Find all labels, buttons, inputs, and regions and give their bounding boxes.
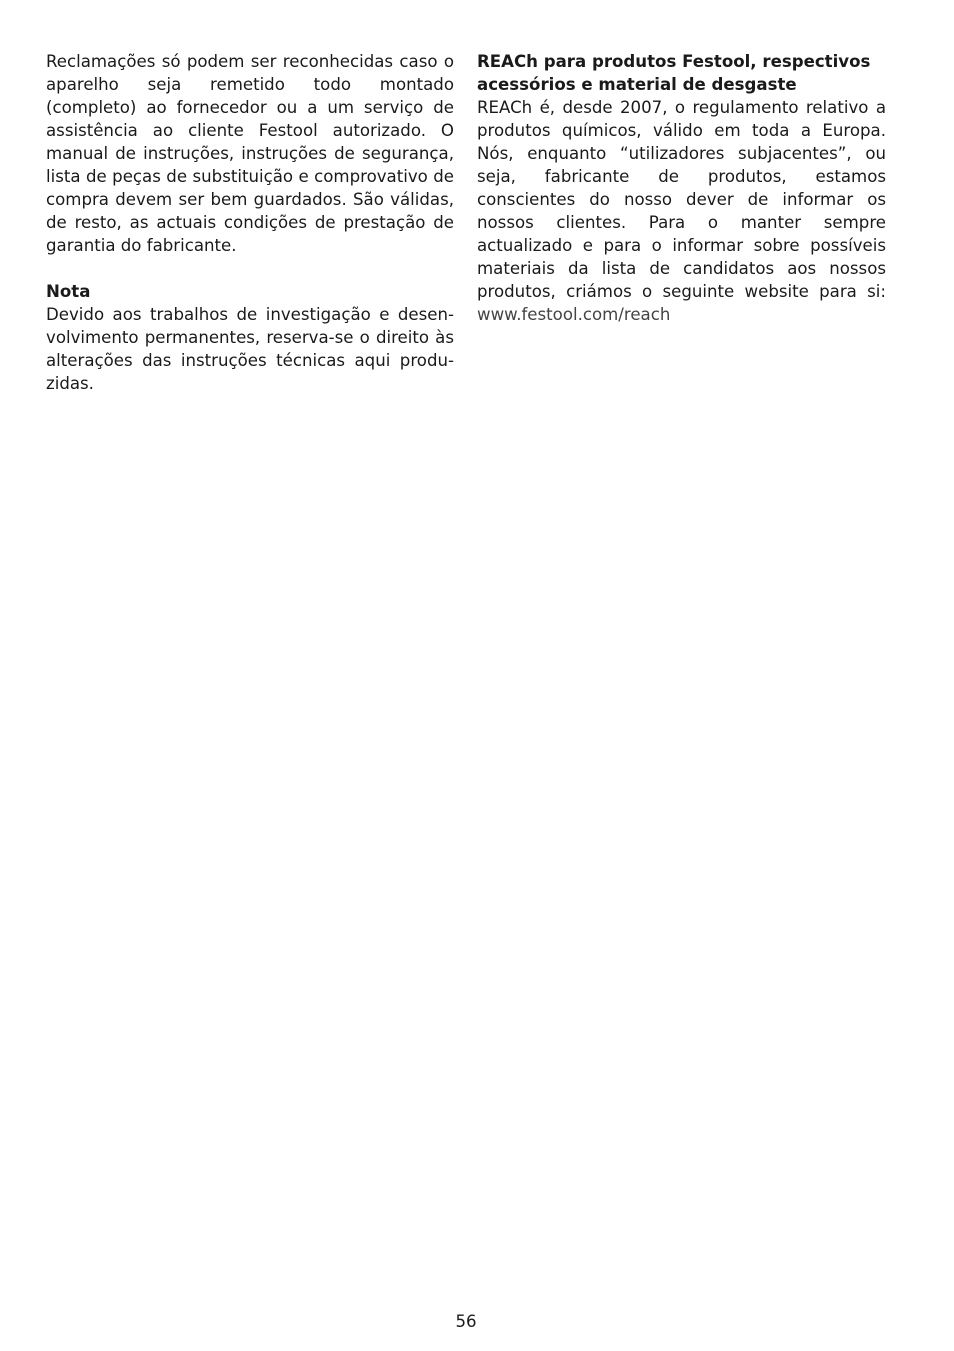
right-column — [477, 50, 886, 326]
page-number: 56 — [455, 1312, 477, 1331]
note-heading: Nota — [46, 282, 91, 301]
note-paragraph: Devido aos trabalhos de investigação e desenvolvimento permanentes, reserva-se o direito às alterações das instruções técnicas aqui produzidas. — [46, 305, 454, 393]
left-column — [46, 50, 454, 395]
reach-heading: REACh para produtos Festool, respectivos acessórios e material de desgaste — [477, 52, 871, 94]
reach-paragraph — [477, 96, 886, 326]
warranty-paragraph: Reclamações só podem ser reconhecidas caso o aparelho seja remetido todo montado (completo) ao fornecedor ou a um serviço de assistência ao cliente Festool autorizado. O manual de instruções, instruções de segurança, lista de peças de substituição e comprovativo de compra devem ser bem guardados. São válidas, de resto, as actuais condições de prestação de garantia do fabricante. — [46, 52, 454, 255]
reach-paragraph-text: REACh é, desde 2007, o regulamento relativo a produtos químicos, válido em toda a Europa. Nós, enquanto “utilizadores subjacentes”, ou seja, fabricante de produtos, estamos conscientes do nosso dever de informar os nossos clientes. Para o manter sempre actualizado e para o informar sobre possíveis materiais da lista de candidatos aos nossos produtos, criámos o seguinte website para si: — [477, 98, 886, 301]
paragraph-gap — [46, 257, 454, 280]
reach-website-link[interactable]: www.festool.com/reach — [477, 305, 671, 324]
